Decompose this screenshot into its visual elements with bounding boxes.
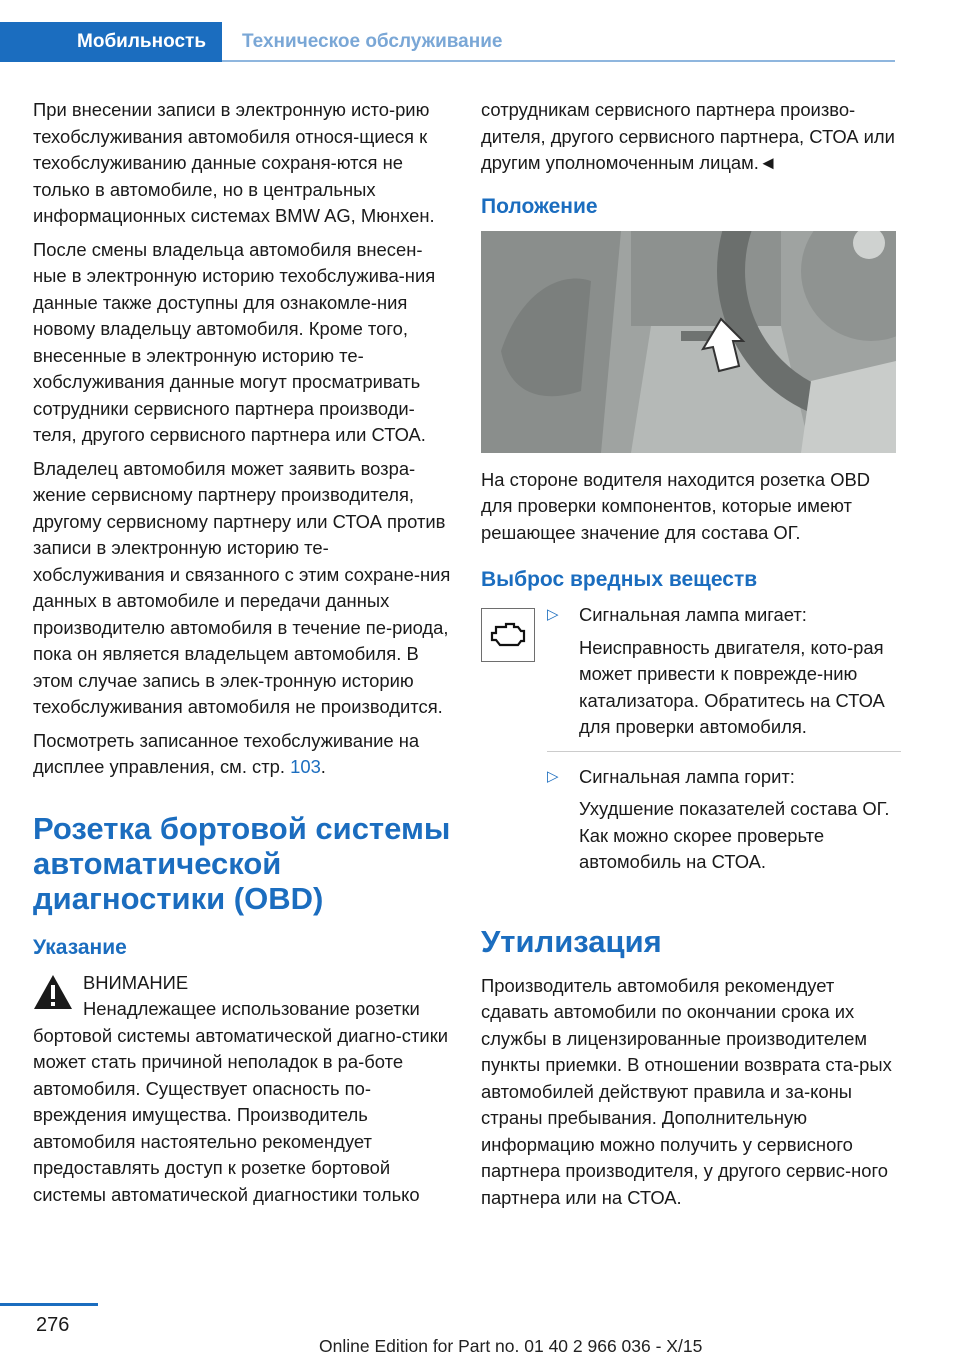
triangle-bullet-icon: ▷ bbox=[547, 767, 559, 785]
page-header bbox=[0, 22, 895, 62]
list-item bbox=[547, 602, 901, 752]
paragraph-objection: Владелец автомобиля может заявить возра-жение сервисному партнеру производителя, другому сервисному партнеру или СТОА против записи в электронную историю те-хобслуживания и связанного с этим сохране-ния данных в автомобиле и передачи данных производителю автомобиля в течение пе-риода, пока он является владельцем автомобиля. В этом случае запись в элек-тронную историю техобслуживания автомобиля не производится. bbox=[33, 457, 451, 717]
paragraph-continued: сотрудникам сервисного партнера произво-дителя, другого сервисного партнера, СТОА или другим уполномоченным лицам.◄ bbox=[481, 99, 895, 173]
warning-triangle-icon bbox=[33, 974, 73, 1010]
left-column bbox=[33, 97, 453, 1208]
tab-mobility[interactable]: Мобильность bbox=[0, 22, 222, 62]
emission-item-text: Неисправность двигателя, кото-рая может привести к поврежде-нию катализатора. Обратитесь на СТОА для проверки автомобиля. bbox=[579, 636, 885, 737]
page-number: 276 bbox=[36, 1314, 70, 1336]
emission-item-title: Сигнальная лампа мигает: bbox=[579, 604, 807, 625]
warning-block bbox=[33, 970, 453, 997]
paragraph-service-history: При внесении записи в электронную исто-рию техобслуживания автомобиля относя-щиеся к техобслуживанию данные сохраня-ются не только в автомобиле, но в центральных информационных системах BMW AG, Мюнхен. bbox=[33, 99, 435, 226]
view-service-end: . bbox=[320, 756, 326, 777]
emissions-list bbox=[547, 602, 901, 882]
tab-maintenance[interactable]: Техническое обслуживание bbox=[242, 31, 503, 52]
emission-item-text: Ухудшение показателей состава ОГ. Как можно скорее проверьте автомобиль на СТОА. bbox=[579, 798, 890, 872]
page-number-rule bbox=[0, 1303, 98, 1306]
obd-photo-illustration bbox=[481, 231, 896, 453]
engine-warning-icon bbox=[481, 608, 535, 662]
obd-location-photo bbox=[481, 231, 896, 453]
triangle-bullet-icon: ▷ bbox=[547, 606, 559, 623]
warning-text: Ненадлежащее использование розетки бортовой системы автоматической диагно-стики может стать причиной неполадок в ра-боте автомобиля. Существует опасность по-вреждения имущества. Производитель автомобиля настоятельно рекомендует предоставлять доступ к розетке бортовой системы автоматической диагностики только bbox=[33, 998, 449, 1205]
page-link-103[interactable]: 103 bbox=[290, 756, 321, 777]
edition-footer: Online Edition for Part no. 01 40 2 966 036 - X/15 bbox=[319, 1336, 703, 1356]
heading-emissions: Выброс вредных веществ bbox=[481, 568, 758, 591]
paragraph-owner-change: После смены владельца автомобиля внесен-ные в электронную историю техобслужива-ния данные также доступны для ознакомле-ния новому владельцу автомобиля. Кроме того, внесенные в электронную историю те-хобслуживания данные могут просматривать сотрудники сервисного партнера производи-теля, другого сервисного партнера или СТОА. bbox=[33, 238, 436, 445]
emission-item-title: Сигнальная лампа горит: bbox=[579, 765, 795, 787]
warning-title: ВНИМАНИЕ bbox=[83, 971, 189, 993]
heading-position: Положение bbox=[481, 194, 598, 218]
paragraph-disposal: Производитель автомобиля рекомендует сдавать автомобили по окончании срока их службы в лицензированные производителем пункты приемки. В отношении возврата ста-рых автомобилей действуют правила и за-коны страны пребывания. Дополнительную информацию можно получить у сервисного партнера производителя, у другого сервис-ного партнера или на СТОА. bbox=[481, 974, 892, 1208]
photo-caption: На стороне водителя находится розетка OBD для проверки компонентов, которые имеют решающее значение для состава ОГ. bbox=[481, 468, 871, 543]
heading-disposal: Утилизация bbox=[481, 923, 662, 959]
paragraph-view-service bbox=[33, 728, 453, 781]
heading-note: Указание bbox=[33, 935, 127, 959]
emissions-block bbox=[481, 602, 901, 882]
heading-obd-socket: Розетка бортовой системы автоматической диагностики (OBD) bbox=[33, 810, 451, 916]
view-service-text: Посмотреть записанное техобслуживание на дисплее управления, см. стр. bbox=[33, 729, 420, 777]
header-rule bbox=[222, 60, 895, 62]
right-column bbox=[481, 97, 901, 1218]
list-item bbox=[547, 764, 901, 882]
